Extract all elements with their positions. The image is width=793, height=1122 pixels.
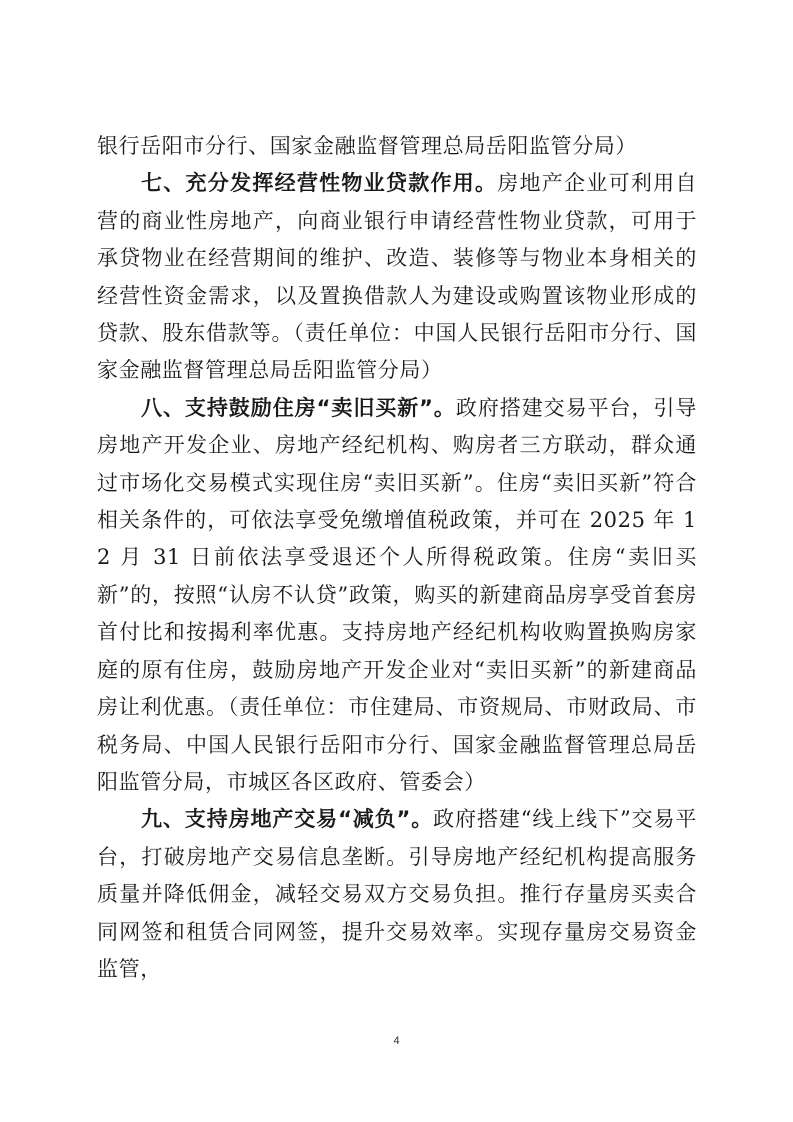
paragraph-continuation [97, 128, 697, 165]
paragraph-section-7 [97, 165, 697, 389]
section-heading: 九、支持房地产交易“减负”。 [141, 807, 434, 832]
page-number: 4 [393, 1035, 400, 1047]
paragraph-text: 房地产企业可利用自营的商业性房地产，向商业银行申请经营性物业贷款，可用于承贷物业在经营期间的维护、改造、装修等与物业本身相关的经营性资金需求，以及置换借款人为建设或购置该物业形成的贷款、股东借款等。（责任单位：中国人民银行岳阳市分行、国家金融监督管理总局岳阳监管分局） [97, 171, 697, 383]
paragraph-section-9 [97, 801, 697, 988]
paragraph-text: 银行岳阳市分行、国家金融监督管理总局岳阳监管分局） [97, 134, 637, 158]
paragraph-section-8 [97, 390, 697, 801]
paragraph-text: 政府搭建交易平台，引导房地产开发企业、房地产经纪机构、购房者三方联动，群众通过市场化交易模式实现住房“卖旧买新”。住房“卖旧买新”符合相关条件的，可依法享受免缴增值税政策，并可在 2025 年 12 月 31 日前依法享受退还个人所得税政策。住房“卖旧买新”的，按照“认房不认贷”政策，购买的新建商品房享受首套房首付比和按揭利率优惠。支持房地产经纪机构收购置换购房家庭的原有住房，鼓励房地产开发企业对“卖旧买新”的新建商品房让利优惠。（责任单位：市住建局、市资规局、市财政局、市税务局、中国人民银行岳阳市分行、国家金融监督管理总局岳阳监管分局，市城区各区政府、管委会） [97, 395, 697, 794]
section-heading: 七、充分发挥经营性物业贷款作用。 [141, 171, 498, 196]
paragraph-text: 政府搭建“线上线下”交易平台，打破房地产交易信息垄断。引导房地产经纪机构提高服务质量并降低佣金，减轻交易双方交易负担。推行存量房买卖合同网签和租赁合同网签，提升交易效率。实现存量房交易资金监管， [97, 807, 697, 981]
document-body [97, 128, 697, 988]
section-heading: 八、支持鼓励住房“卖旧买新”。 [141, 395, 456, 420]
